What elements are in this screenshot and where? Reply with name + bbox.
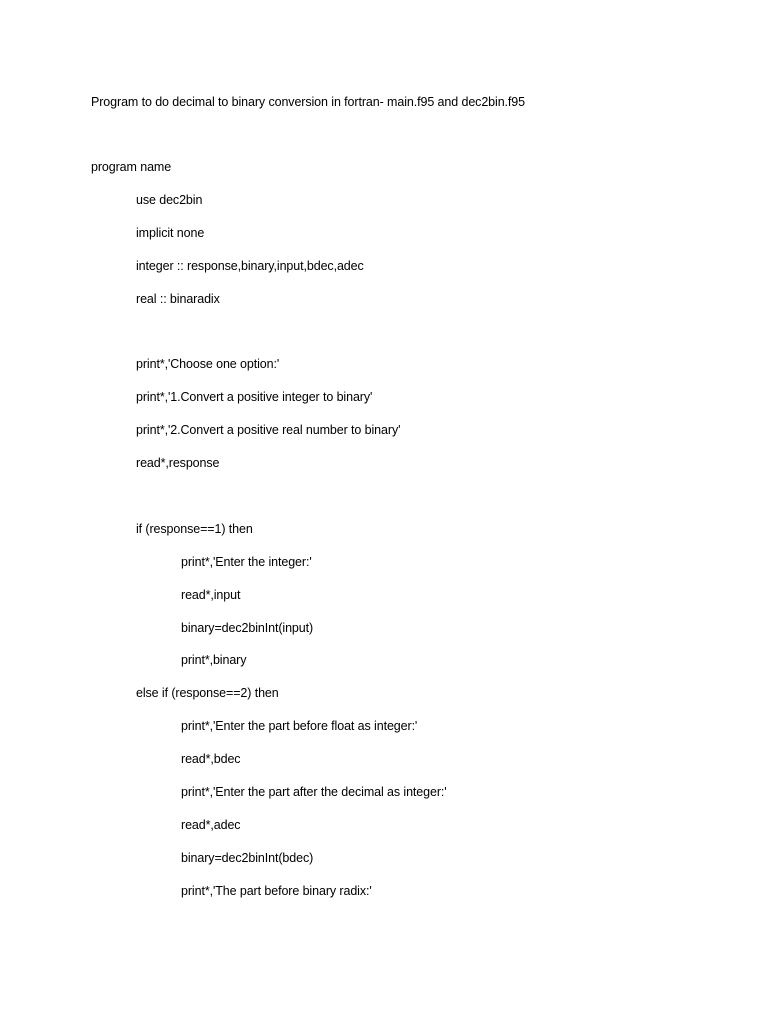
code-line-read-bdec: read*,bdec [181,752,241,766]
code-line-implicit-none: implicit none [136,226,205,240]
code-line-print-binary: print*,binary [181,653,247,667]
code-line-binary-assign-bdec: binary=dec2binInt(bdec) [181,851,314,865]
code-line-read-input: read*,input [181,588,241,602]
code-line-read-response: read*,response [136,456,220,470]
code-line-read-adec: read*,adec [181,818,241,832]
code-line-print-part-before: print*,'Enter the part before float as integer:' [181,719,418,733]
code-line-print-part-after: print*,'Enter the part after the decimal as integer:' [181,785,447,799]
code-line-use-dec2bin: use dec2bin [136,193,203,207]
code-line-print-option-2: print*,'2.Convert a positive real number to binary' [136,423,401,437]
code-line-real-decl: real :: binaradix [136,292,220,306]
code-line-program-name: program name [91,160,172,174]
code-line-if-response-1: if (response==1) then [136,522,253,536]
code-line-print-enter-integer: print*,'Enter the integer:' [181,555,312,569]
code-line-print-before-radix: print*,'The part before binary radix:' [181,884,372,898]
code-line-else-if-response-2: else if (response==2) then [136,686,279,700]
code-line-print-choose: print*,'Choose one option:' [136,357,280,371]
document-title: Program to do decimal to binary conversion in fortran- main.f95 and dec2bin.f95 [91,95,526,109]
code-line-integer-decl: integer :: response,binary,input,bdec,adec [136,259,364,273]
code-line-print-option-1: print*,'1.Convert a positive integer to binary' [136,390,373,404]
code-line-binary-assign-input: binary=dec2binInt(input) [181,621,314,635]
